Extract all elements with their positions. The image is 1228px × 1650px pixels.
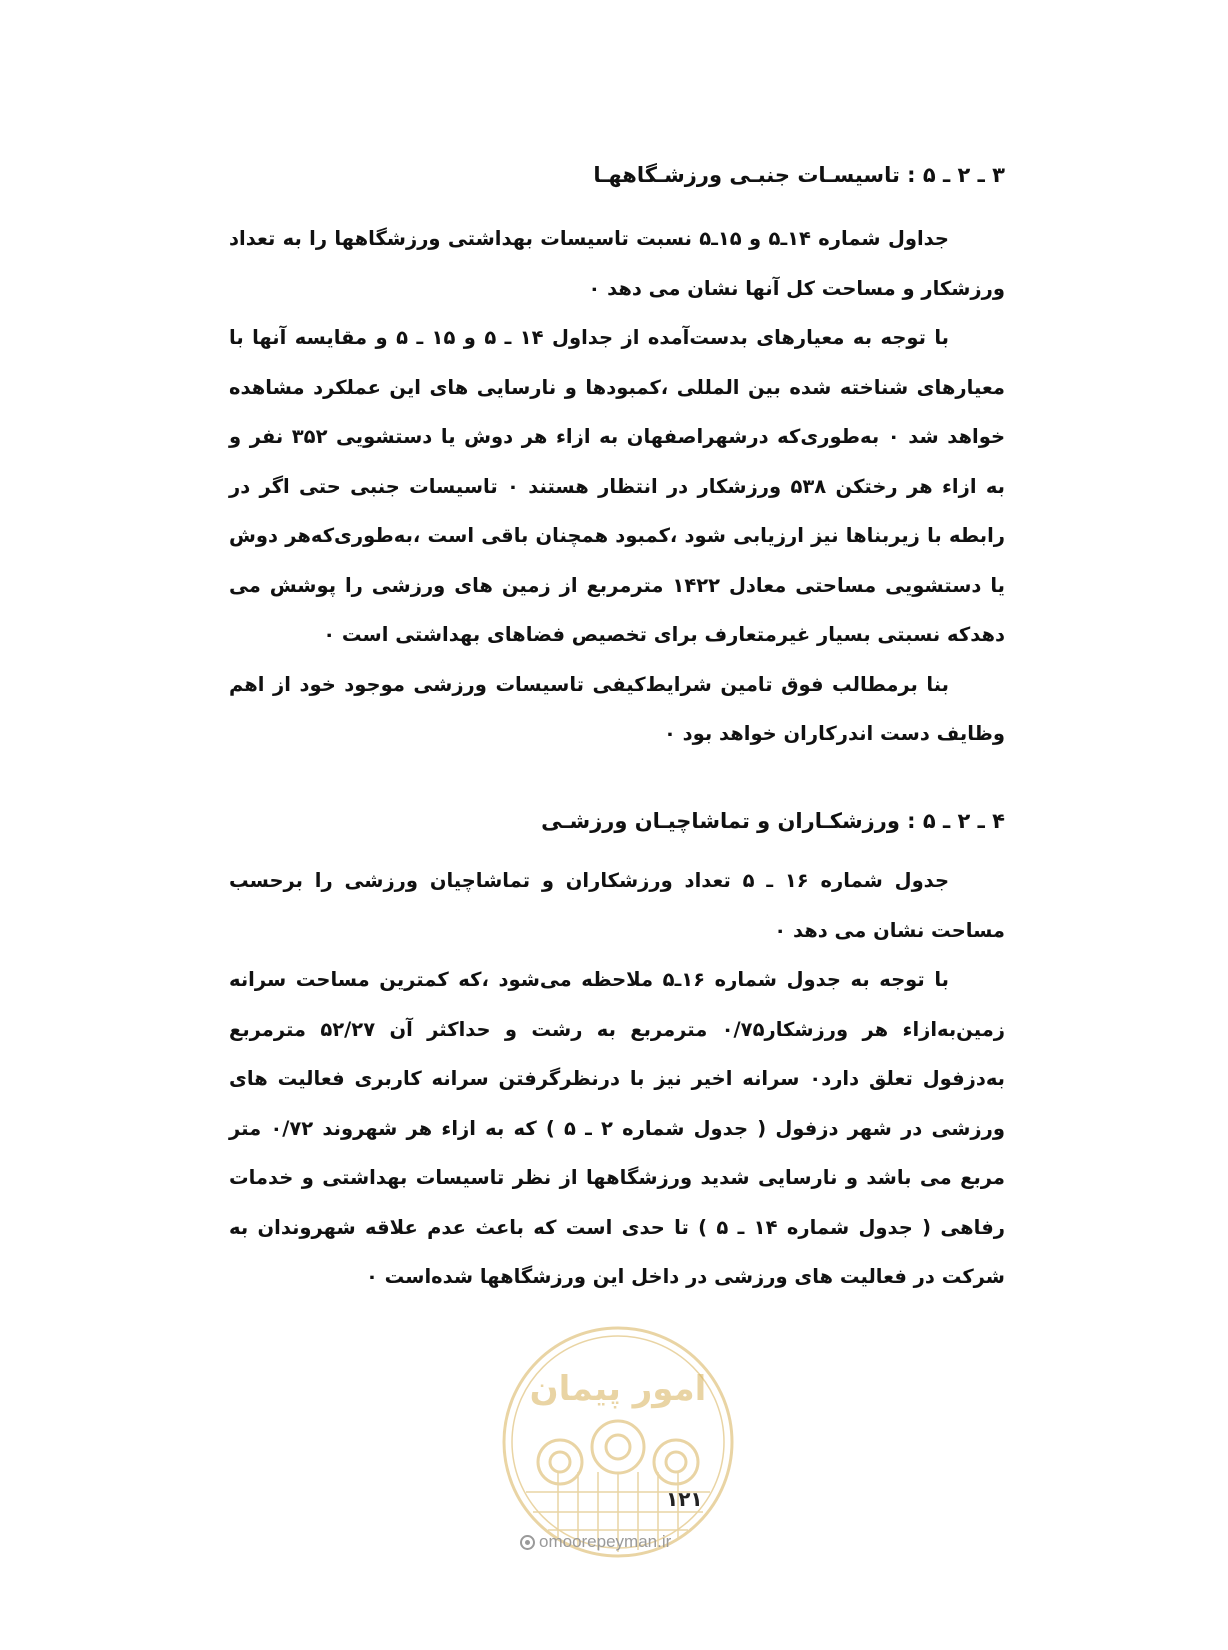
paragraph: جدول شماره ۱۶ ـ ۵ تعداد ورزشکاران و تماشاچیان ورزشی را برحسب مساحت نشان می دهد ۰ xyxy=(229,869,1005,942)
watermark-logo-text: امور پیمان xyxy=(529,1369,707,1409)
section-body-athletes-spectators xyxy=(229,856,1005,1302)
paragraph: جداول شماره ۱۴ـ۵ و ۱۵ـ۵ نسبت تاسیسات بهداشتی ورزشگاهها را به تعداد ورزشکار و مساحت کل آنها نشان می دهد ۰ xyxy=(229,227,1005,300)
section-heading-athletes-spectators: ۴ ـ ۲ ـ ۵ : ورزشکـاران و تماشاچیـان ورزشـی xyxy=(541,809,1005,833)
watermark-seal-logo xyxy=(498,1322,738,1562)
section-body-sports-facilities xyxy=(229,214,1005,759)
paragraph: با توجه به معیارهای بدست‌آمده از جداول ۱۴ ـ ۵ و ۱۵ ـ ۵ و مقایسه آنها با معیارهای شناخته شده بین المللی ،کمبودها و نارسایی های این عملکرد مشاهده خواهد شد ۰ به‌طوری‌که درشهراصفهان به ازاء هر دوش یا دستشویی ۳۵۲ نفر و به ازاء هر رختکن ۵۳۸ ورزشکار در انتظار هستند ۰ تاسیسات جنبی حتی اگر در رابطه با زیربناها نیز ارزیابی شود ،کمبود همچنان باقی است ،به‌طوری‌که‌هر دوش یا دستشویی مساحتی معادل ۱۴۲۲ مترمربع از زمین های ورزشی را پوشش می دهدکه نسبتی بسیار غیرمتعارف برای تخصیص فضاهای بهداشتی است ۰ xyxy=(229,326,1006,646)
at-sign-icon xyxy=(520,1535,535,1550)
website-url: omoorepeyman.ir xyxy=(539,1532,672,1551)
website-footer xyxy=(520,1532,671,1552)
section-heading-sports-facilities: ۳ ـ ۲ ـ ۵ : تاسیسـات جنبـی ورزشـگاههـا xyxy=(593,163,1005,187)
paragraph: بنا برمطالب فوق تامین شرایط‌کیفی تاسیسات ورزشی موجود خود از اهم وظایف دست اندرکاران خواهد بود ۰ xyxy=(229,672,1005,745)
paragraph: با توجه به جدول شماره ۱۶ـ۵ ملاحظه می‌شود ،که کمترین مساحت سرانه زمین‌به‌ازاء هر ورزشکار۰/۷۵ مترمربع به رشت و حداکثر آن ۵۲/۲۷ مترمربع به‌دزفول تعلق دارد۰ سرانه اخیر نیز با درنظرگرفتن سرانه کاربری فعالیت های ورزشی در شهر دزفول ( جدول شماره ۲ ـ ۵ ) که به ازاء هر شهروند ۰/۷۲ متر مربع می باشد و نارسایی شدید ورزشگاهها از نظر تاسیسات بهداشتی و خدمات رفاهی ( جدول شماره ۱۴ ـ ۵ ) تا حدی است که باعث عدم علاقه شهروندان به شرکت در فعالیت های ورزشی در داخل این ورزشگاهها شده‌است ۰ xyxy=(229,968,1005,1288)
page-number: ۱۲۱ xyxy=(666,1487,703,1511)
